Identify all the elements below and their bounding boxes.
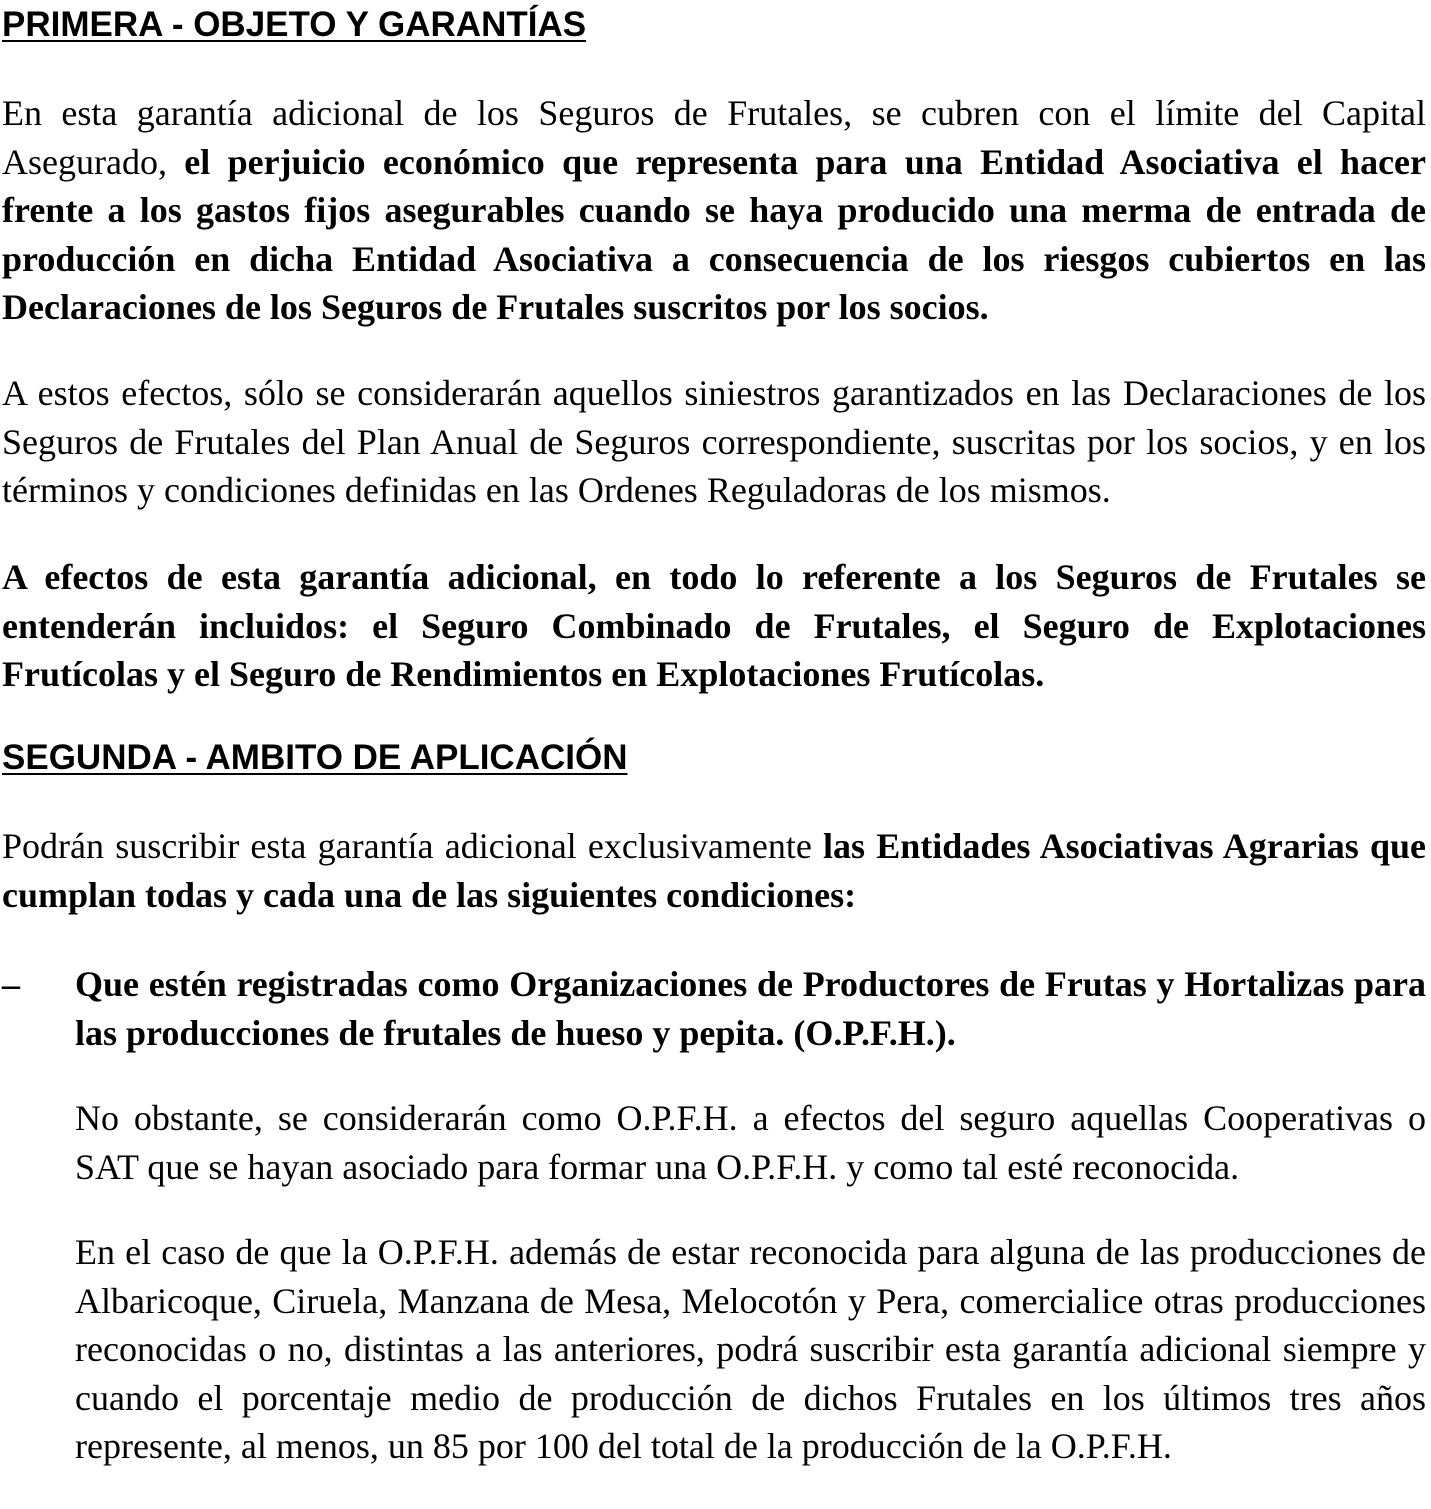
bullet-item-opfh: Que estén registradas como Organizaciones de Productores de Frutas y Hortalizas para las producciones de frutales de hueso y pepita. (O.P.F.H.). (75, 964, 1426, 1053)
paragraph-objeto-normal: En esta garantía adicional de los Seguros de Frutales, se cubren con el límite del Capital Asegurado, (2, 93, 1426, 182)
section-heading-segunda: SEGUNDA - AMBITO DE APLICACIÓN (2, 738, 628, 777)
paragraph-objeto (2, 89, 1426, 332)
section-heading-primera: PRIMERA - OBJETO Y GARANTÍAS (2, 5, 587, 44)
paragraph-objeto-bold: el perjuicio económico que representa para una Entidad Asociativa el hacer frente a los gastos fijos asegurables cuando se haya producido una merma de entrada de producción en dicha Entidad Asociativa a consecuencia de los riesgos cubiertos en las Declaraciones de los Seguros de Frutales suscritos por los socios. (2, 141, 1427, 327)
bullet-dash: – (2, 964, 20, 1004)
bullet-subparagraph-producciones: En el caso de que la O.P.F.H. además de estar reconocida para alguna de las producciones de Albaricoque, Ciruela, Manzana de Mesa, Melocotón y Pera, comercialice otras producciones reconocidas o no, distintas a las anteriores, podrá suscribir esta garantía adicional siempre y cuando el porcentaje medio de producción de dichos Frutales en los últimos tres años represente, al menos, un 85 por 100 del total de la producción de la O.P.F.H. (75, 1232, 1426, 1466)
paragraph-seguros-incluidos: A efectos de esta garantía adicional, en todo lo referente a los Seguros de Frutales se entenderán incluidos: el Seguro Combinado de Frutales, el Seguro de Explotaciones Frutícolas y el Seguro de Rendimientos en Explotaciones Frutícolas. (2, 557, 1426, 694)
paragraph-ambito-normal: Podrán suscribir esta garantía adicional exclusivamente (2, 826, 824, 866)
paragraph-ambito (2, 822, 1426, 919)
paragraph-siniestros: A estos efectos, sólo se considerarán aquellos siniestros garantizados en las Declaraciones de los Seguros de Frutales del Plan Anual de Seguros correspondiente, suscritas por los socios, y en los términos y condiciones definidas en las Ordenes Reguladoras de los mismos. (2, 373, 1426, 510)
paragraph-ambito-bold: las Entidades Asociativas Agrarias que cumplan todas y cada una de las siguientes condiciones: (2, 826, 1426, 915)
bullet-subparagraph-cooperativas: No obstante, se considerarán como O.P.F.H. a efectos del seguro aquellas Cooperativas o SAT que se hayan asociado para formar una O.P.F.H. y como tal esté reconocida. (75, 1098, 1426, 1187)
